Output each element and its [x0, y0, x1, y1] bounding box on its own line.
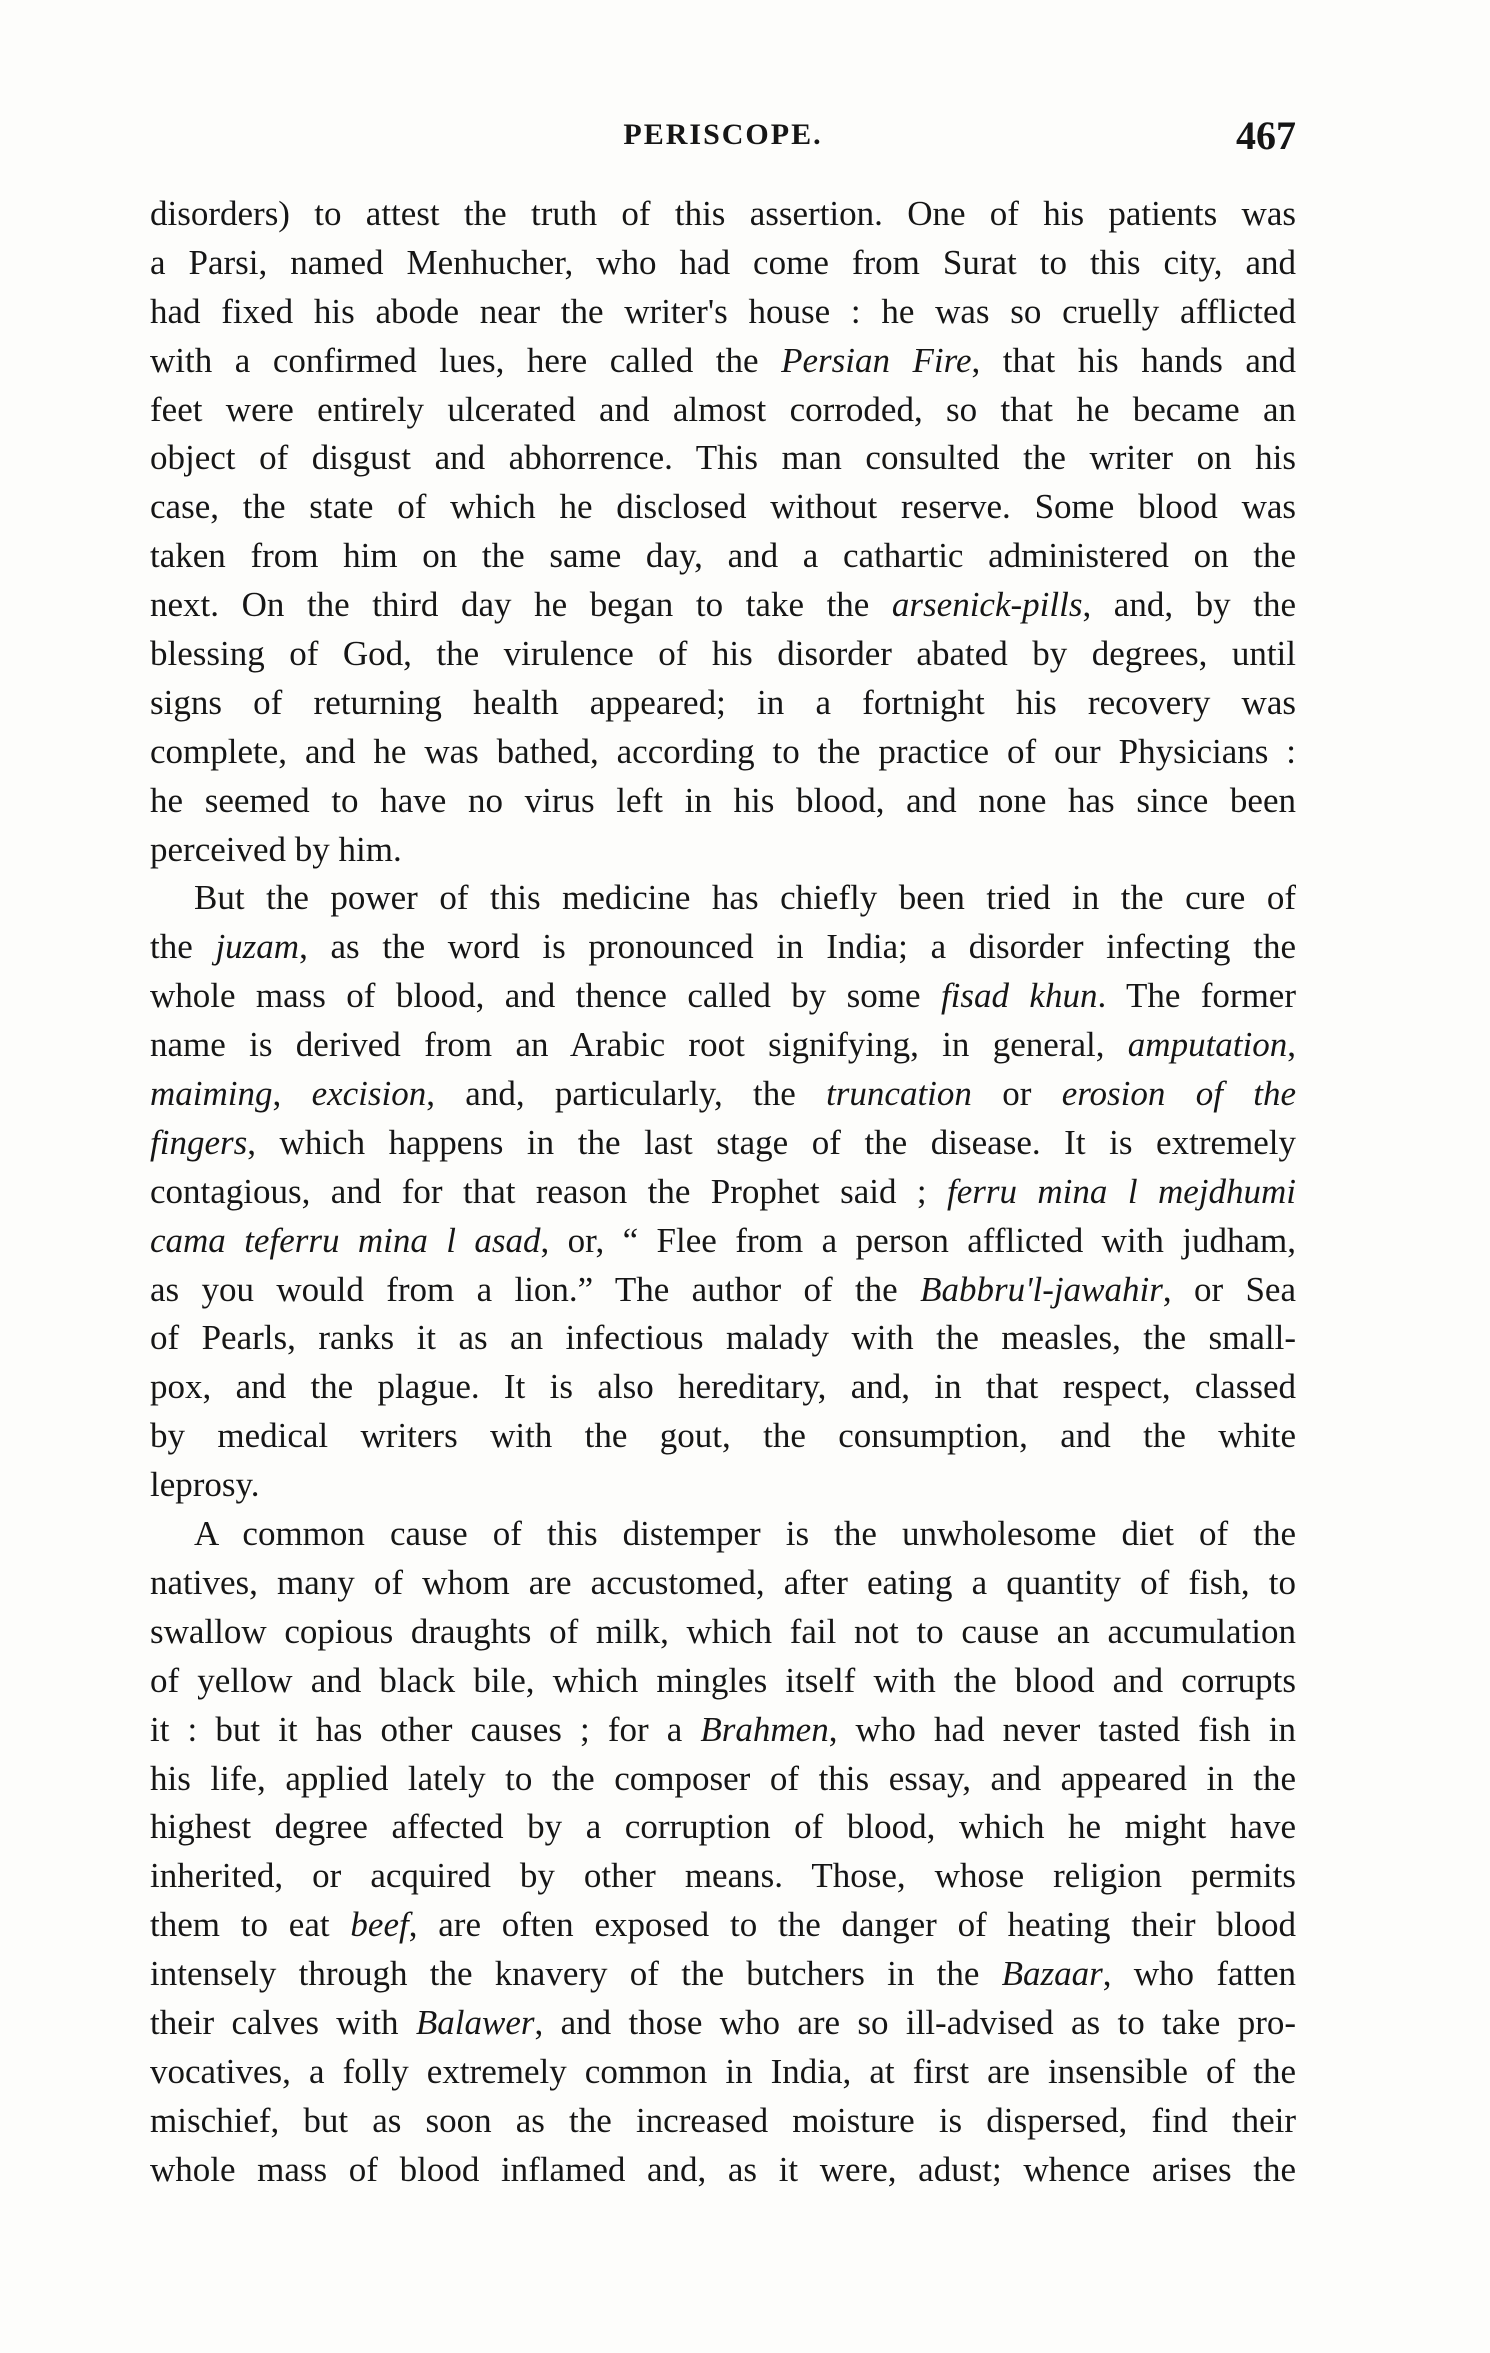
paragraph-start-line: A common cause of this distemper is the unwholesome diet of the — [194, 1514, 1296, 1554]
italic-term: ferru mina l mejdhumi — [947, 1171, 1296, 1211]
text-line: he seemed to have no virus left in his blood, and none has since been — [150, 780, 1296, 820]
italic-term: fingers — [150, 1122, 248, 1162]
italic-term: erosion of the — [1061, 1074, 1296, 1114]
text-run: their calves with — [150, 2002, 416, 2042]
text-line — [150, 1021, 1296, 1070]
italic-term: arsenick-pills — [891, 585, 1083, 625]
text-line — [150, 1706, 1296, 1755]
text-line: leprosy. — [150, 1465, 260, 1505]
text-run: , and, particularly, the — [426, 1074, 827, 1114]
italic-term: Balawer — [415, 2002, 535, 2042]
text-run: , are often exposed to the danger of heating their blood — [408, 1905, 1296, 1945]
text-line — [150, 1999, 1296, 2048]
text-line — [150, 1901, 1296, 1950]
text-run: , which happens in the last stage of the disease. It is extremely — [247, 1122, 1296, 1162]
text-run: name is derived from an Arabic root signifying, in general, — [150, 1025, 1128, 1065]
text-run: the — [150, 927, 216, 967]
italic-term: Persian Fire — [781, 340, 972, 380]
text-run: , who fatten — [1102, 1954, 1296, 1994]
italic-term: Bazaar — [1001, 1954, 1103, 1994]
text-line: vocatives, a folly extremely common in India, at first are insensible of the — [150, 2051, 1296, 2091]
italic-term: truncation — [826, 1074, 972, 1114]
running-title: PERISCOPE. — [623, 118, 823, 151]
text-run: them to eat — [150, 1905, 351, 1945]
text-line — [150, 1168, 1296, 1217]
text-line: inherited, or acquired by other means. Those, whose religion permits — [150, 1856, 1296, 1896]
italic-term: fisad khun — [940, 976, 1098, 1016]
text-run: whole mass of blood, and thence called by some — [150, 976, 941, 1016]
text-line: by medical writers with the gout, the consumption, and the white — [150, 1416, 1296, 1456]
text-run: as you would from a lion.” The author of the — [150, 1269, 921, 1309]
text-line: pox, and the plague. It is also hereditary, and, in that respect, classed — [150, 1367, 1296, 1407]
text-line — [150, 1070, 1296, 1119]
body-text — [150, 190, 1296, 2195]
text-line: object of disgust and abhorrence. This man consulted the writer on his — [150, 438, 1296, 478]
text-line: of Pearls, ranks it as an infectious malady with the measles, the small- — [150, 1318, 1296, 1358]
text-line: natives, many of whom are accustomed, after eating a quantity of fish, to — [150, 1562, 1296, 1602]
text-line — [150, 337, 1296, 386]
italic-term: Brahmen — [700, 1709, 829, 1749]
text-line — [150, 1217, 1296, 1266]
text-line: complete, and he was bathed, according to the practice of our Physicians : — [150, 731, 1296, 771]
italic-term: Babbru'l-jawahir — [920, 1269, 1163, 1309]
text-line — [150, 972, 1296, 1021]
text-run: , and, by the — [1082, 585, 1296, 625]
text-line: disorders) to attest the truth of this assertion. One of his patients was — [150, 194, 1296, 233]
text-run: , or, “ Flee from a person afflicted with judham, — [540, 1220, 1296, 1260]
text-run: , as the word is pronounced in India; a disorder infecting the — [299, 927, 1296, 967]
text-run: , and those who are so ill-advised as to take pro- — [534, 2002, 1296, 2042]
text-run: it : but it has other causes ; for a — [150, 1709, 701, 1749]
text-line — [150, 581, 1296, 630]
text-run: . The former — [1097, 976, 1296, 1016]
text-line: mischief, but as soon as the increased moisture is dispersed, find their — [150, 2100, 1296, 2140]
text-line: taken from him on the same day, and a cathartic administered on the — [150, 536, 1296, 576]
text-line: had fixed his abode near the writer's house : he was so cruelly afflicted — [150, 291, 1296, 331]
text-line: swallow copious draughts of milk, which fail not to cause an accumulation — [150, 1611, 1296, 1651]
text-run: with a confirmed lues, here called the — [150, 340, 782, 380]
text-run: next. On the third day he began to take the — [150, 585, 892, 625]
text-line: whole mass of blood inflamed and, as it were, adust; whence arises the — [150, 2149, 1296, 2189]
text-line: his life, applied lately to the composer of this essay, and appeared in the — [150, 1758, 1296, 1798]
italic-term: beef — [350, 1905, 409, 1945]
text-run: , that his hands and — [971, 340, 1296, 380]
text-run: contagious, and for that reason the Prophet said ; — [150, 1171, 947, 1211]
text-line: highest degree affected by a corruption of blood, which he might have — [150, 1807, 1296, 1847]
page-number: 467 — [1236, 113, 1296, 158]
text-line: blessing of God, the virulence of his disorder abated by degrees, until — [150, 634, 1296, 674]
text-line — [150, 1266, 1296, 1315]
text-line — [150, 923, 1296, 972]
text-line: case, the state of which he disclosed without reserve. Some blood was — [150, 487, 1296, 527]
text-run: , who had never tasted fish in — [828, 1709, 1296, 1749]
text-run: , — [1287, 1025, 1296, 1065]
running-head — [150, 112, 1296, 158]
text-run: , or Sea — [1162, 1269, 1296, 1309]
italic-term: cama teferru mina l asad — [150, 1220, 541, 1260]
text-line: perceived by him. — [150, 829, 402, 869]
italic-term: juzam — [215, 927, 300, 967]
text-line: feet were entirely ulcerated and almost corroded, so that he became an — [150, 389, 1296, 429]
text-line: of yellow and black bile, which mingles itself with the blood and corrupts — [150, 1660, 1296, 1700]
text-line: signs of returning health appeared; in a fortnight his recovery was — [150, 682, 1296, 722]
paragraph-start-line: But the power of this medicine has chiefly been tried in the cure of — [194, 878, 1296, 918]
italic-term: maiming — [150, 1074, 273, 1114]
italic-term: amputation — [1127, 1025, 1288, 1065]
text-run: or — [971, 1074, 1062, 1114]
text-line: a Parsi, named Menhucher, who had come from Surat to this city, and — [150, 242, 1296, 282]
text-line — [150, 1950, 1296, 1999]
text-run: , — [272, 1074, 312, 1114]
text-line — [150, 1119, 1296, 1168]
text-run: intensely through the knavery of the butchers in the — [150, 1954, 1002, 1994]
italic-term: excision — [311, 1074, 427, 1114]
